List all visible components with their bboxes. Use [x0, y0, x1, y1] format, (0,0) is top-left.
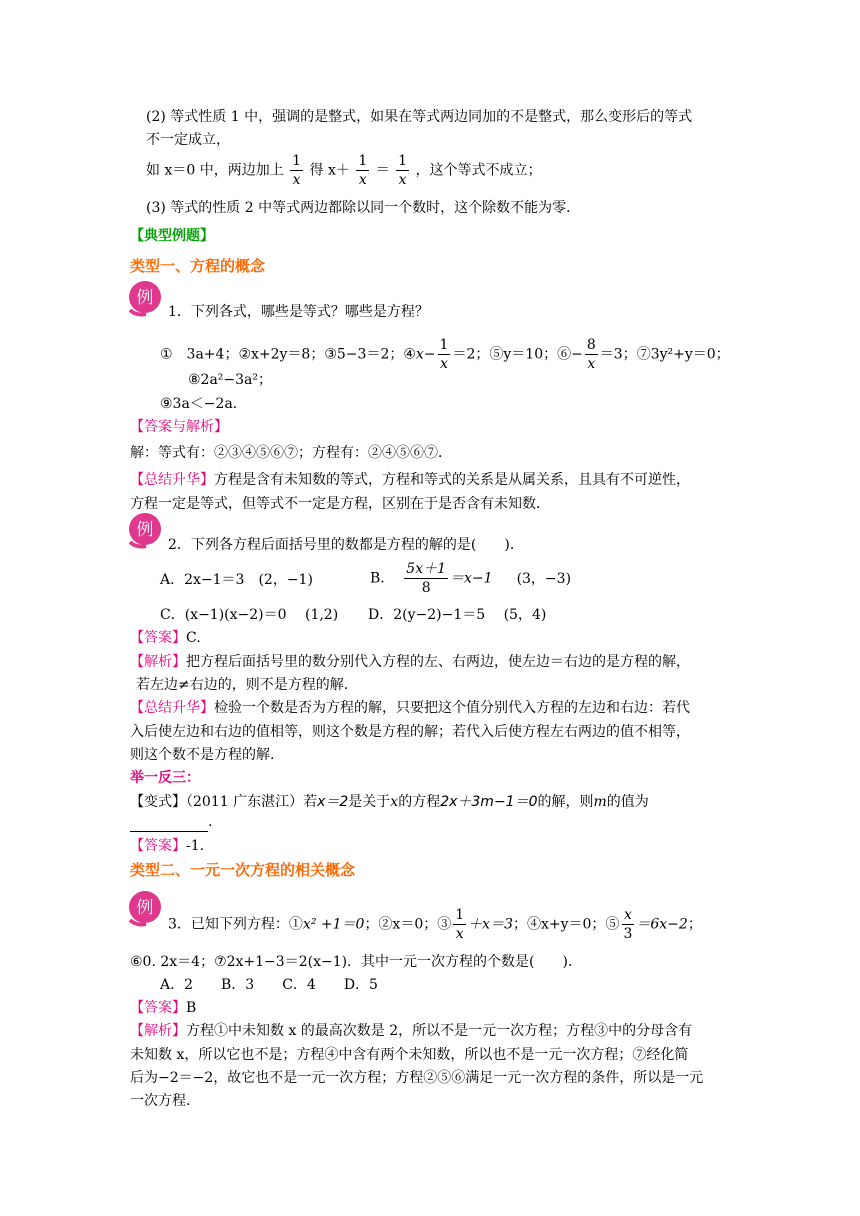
- type-2-title: 类型二、一元一次方程的相关概念: [130, 861, 356, 879]
- q3-options: A．2 B．3 C．4 D．5: [160, 977, 378, 993]
- fraction: $\frac{1}{x}$: [398, 153, 408, 188]
- extend-title: 举一反三：: [130, 770, 200, 786]
- svg-text:例: 例: [136, 520, 154, 540]
- example-badge-icon: [126, 280, 164, 318]
- variant-question: 【变式】（2011 广东湛江）若x＝2是关于x的方程2x＋3m−1＝0的解，则m的值为: [130, 794, 649, 810]
- q1-item-8: ⑧2a²−3a²；: [188, 372, 273, 388]
- note-3: (3) 等式的性质 2 中等式两边都除以同一个数时，这个除数不能为零．: [146, 200, 581, 216]
- q3-analysis-line-2: 未知数 x，所以它也不是；方程④中含有两个未知数，所以也不是一元一次方程；⑦经化简: [130, 1047, 689, 1063]
- svg-text:例: 例: [136, 288, 154, 308]
- q3-analysis-line-1: 【解析】方程①中未知数 x 的最高次数是 2，所以不是一元一次方程；方程③中的分母含有: [130, 1023, 693, 1039]
- note-2-line-1: (2) 等式性质 1 中，强调的是整式，如果在等式两边同加的不是整式，那么变形后的等式: [146, 109, 693, 125]
- q3-analysis-line-3: 后为−2＝−2，故它也不是一元一次方程；方程②⑤⑥满足一元一次方程的条件，所以是一元: [130, 1070, 704, 1086]
- q2-option-b: B． $\frac{5x+1}{8}$ ＝x−1 (3，−3): [370, 561, 572, 596]
- q2-option-d: D．2(y−2)−1＝5 (5，4): [368, 607, 547, 623]
- fraction: $\frac{x}{3}$: [623, 907, 633, 942]
- fraction: $\frac{5x+1}{8}$: [406, 561, 447, 596]
- svg-text:例: 例: [136, 898, 154, 918]
- variant-blank: .: [130, 812, 212, 832]
- q3-answer: 【答案】B: [130, 1000, 197, 1016]
- q1-summary-line-2: 方程一定是等式，但等式不一定是方程，区别在于是否含有未知数．: [130, 496, 550, 512]
- q1-answer: 解：等式有：②③④⑤⑥⑦；方程有：②④⑤⑥⑦．: [130, 445, 452, 461]
- q2-analysis-line-1: 【解析】把方程后面括号里的数分别代入方程的左、右两边，使左边＝右边的是方程的解，: [130, 654, 690, 670]
- q1-items: ① 3a+4；②x+2y＝8；③5−3＝2；④x− $\frac{1}{x}$ ＝2；⑤y＝10；⑥− $\frac{8}{x}$ ＝3；⑦3y²+y＝0；: [160, 337, 730, 372]
- fraction: $\frac{1}{x}$: [358, 153, 368, 188]
- note-2-line-2: 不一定成立，: [146, 132, 230, 148]
- variant-answer: 【答案】-1.: [130, 838, 205, 854]
- fraction: $\frac{1}{x}$: [455, 907, 465, 942]
- q1-summary-line-1: 【总结升华】方程是含有未知数的等式，方程和等式的关系是从属关系，且具有不可逆性，: [130, 472, 690, 488]
- section-typical-examples: 【典型例题】: [130, 228, 214, 244]
- fraction: $\frac{8}{x}$: [586, 337, 596, 372]
- example-badge-icon: [126, 512, 164, 550]
- q1-stem: 1．下列各式，哪些是等式？哪些是方程？: [168, 304, 429, 320]
- example-badge-icon: [126, 890, 164, 928]
- q3-line-2: ⑥0. 2x＝4；⑦2x+1−3＝2(x−1)．其中一元一次方程的个数是( )．: [130, 954, 582, 970]
- q2-summary-line-2: 入后使左边和右边的值相等，则这个数是方程的解；若代入后使方程左右两边的值不相等，: [130, 724, 690, 740]
- q2-summary-line-1: 【总结升华】检验一个数是否为方程的解，只要把这个值分别代入方程的左边和右边：若代: [130, 700, 690, 716]
- fraction: $\frac{1}{x}$: [292, 153, 302, 188]
- fraction: $\frac{1}{x}$: [439, 337, 449, 372]
- note-2-example: 如 x＝0 中，两边加上 $\frac{1}{x}$ 得 x＋ $\frac{1}{x}$ ＝ $\frac{1}{x}$ ，这个等式不成立；: [146, 153, 542, 188]
- answer-blank: [130, 817, 208, 832]
- type-1-title: 类型一、方程的概念: [130, 257, 266, 275]
- q1-answer-tag: 【答案与解析】: [130, 419, 228, 435]
- q2-option-c: C．(x−1)(x−2)＝0 (1,2): [160, 607, 339, 623]
- q2-summary-line-3: 则这个数不是方程的解.: [130, 747, 275, 763]
- q3-stem: 3．已知下列方程：①x² +1＝0；②x＝0；③ $\frac{1}{x}$ ＋x＝3；④x+y＝0；⑤ $\frac{x}{3}$ ＝6x−2；: [168, 907, 702, 942]
- q2-stem: 2．下列各方程后面括号里的数都是方程的解的是( )．: [168, 537, 524, 553]
- q2-analysis-line-2: 若左边≠右边的，则不是方程的解.: [136, 677, 349, 693]
- q2-answer: 【答案】C.: [130, 630, 201, 646]
- q2-option-a: A．2x−1＝3 (2，−1): [160, 572, 313, 588]
- q1-item-9: ⑨3a＜−2a．: [160, 396, 247, 412]
- q3-analysis-line-4: 一次方程.: [130, 1093, 191, 1109]
